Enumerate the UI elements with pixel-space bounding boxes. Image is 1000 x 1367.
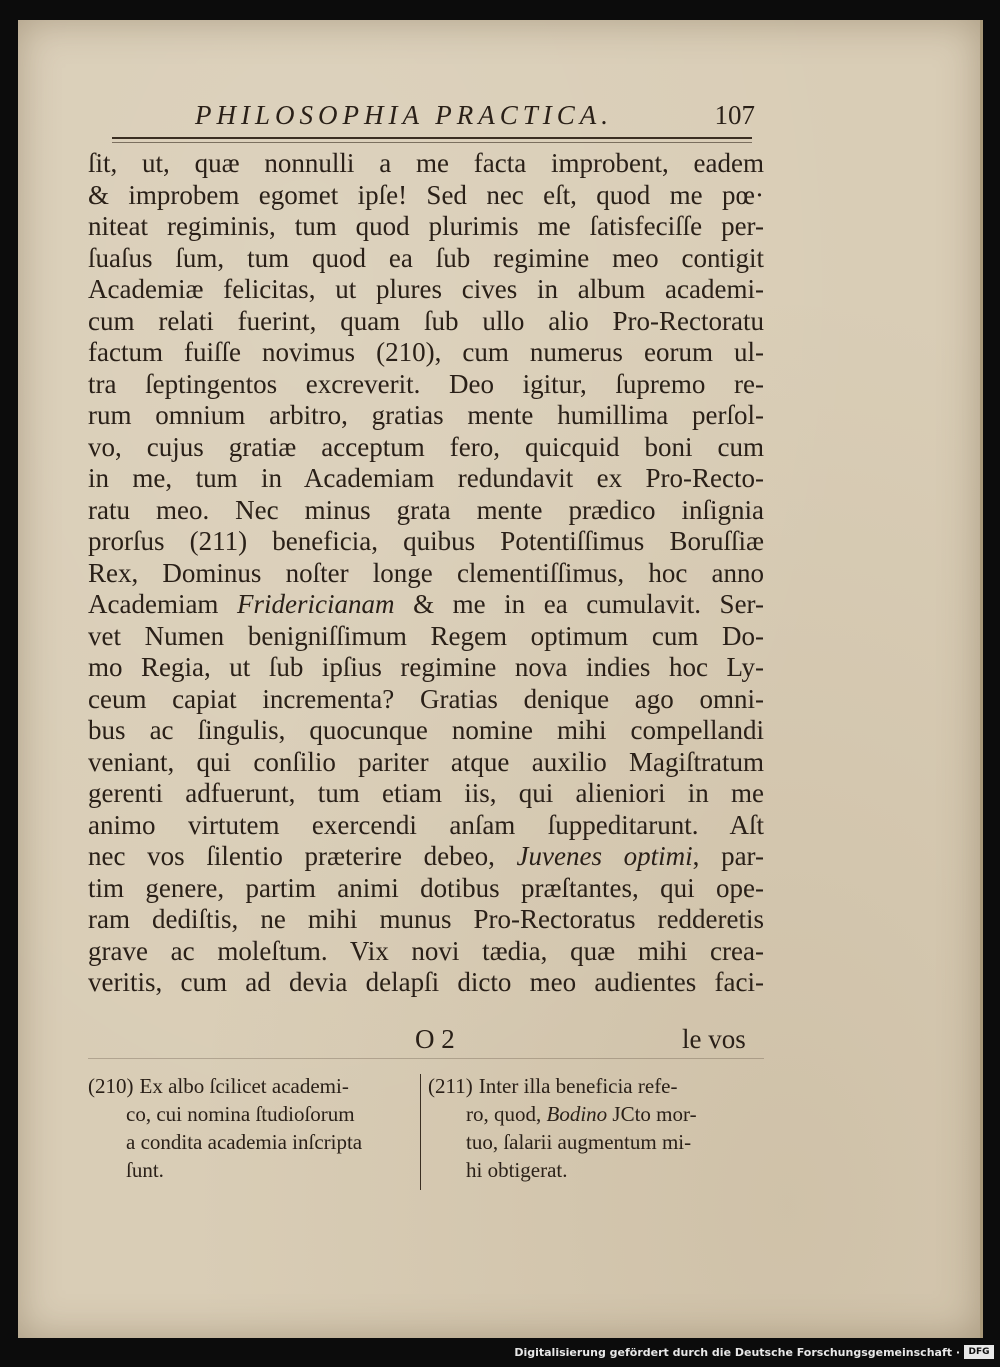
footnote-line (428, 1100, 764, 1128)
text-line: niteat regiminis, tum quod plurimis me ſatisfeciſſe per- (88, 211, 764, 241)
text-line-with-italic (88, 841, 764, 873)
footnote-line: hi obtigerat. (466, 1158, 568, 1182)
footnote-line (88, 1072, 418, 1100)
footnote-separator (88, 1058, 764, 1059)
text-segment: Academiam (88, 589, 238, 619)
page-number: 107 (714, 100, 755, 130)
text-line: mo Regia, ut ſub ipſius regimine nova indies hoc Ly- (88, 652, 764, 682)
footnote-line: a condita academia inſcripta (126, 1130, 363, 1154)
text-line: factum fuiſſe novimus (210), cum numerus eorum ul- (88, 337, 764, 367)
text-line: vo, cujus gratiæ acceptum fero, quicquid boni cum (88, 431, 764, 462)
dfg-logo: DFG (964, 1345, 994, 1359)
footnote-line: ſunt. (126, 1158, 164, 1182)
text-line: tra ſeptingentos excreverit. Deo igitur, ſupremo re- (88, 368, 764, 399)
footnote-line (428, 1072, 764, 1100)
text-line: Academiæ felicitas, ut plures cives in album academi- (88, 274, 764, 304)
text-line: veniant, qui conſilio pariter atque auxilio Magiſtratum (88, 746, 764, 777)
footnote-210 (88, 1072, 418, 1184)
text-line: prorſus (211) beneficia, quibus Potentiſſimus Boruſſiæ (88, 526, 764, 556)
text-line: & improbem egomet ipſe! Sed nec eſt, quod me pœ· (88, 179, 764, 210)
italic-term-bodino: Bodino (546, 1102, 608, 1126)
text-segment: , par- (692, 841, 764, 871)
footnote-211 (428, 1072, 764, 1184)
text-line: grave ac moleſtum. Vix novi tædia, quæ mihi crea- (88, 935, 764, 966)
text-line-with-italic (88, 589, 764, 621)
text-line: cum relati fuerint, quam ſub ullo alio Pro-Rectoratu (88, 305, 764, 336)
text-line: animo virtutem exercendi anſam ſuppeditarunt. Aſt (88, 809, 764, 840)
running-title: PHILOSOPHIA PRACTICA. (195, 100, 613, 130)
footnote-line: co, cui nomina ſtudioſorum (126, 1102, 355, 1126)
text-line: Rex, Dominus noſter longe clementiſſimus, hoc anno (88, 557, 764, 588)
footnote-column-divider (420, 1074, 421, 1190)
text-line: tim genere, partim animi dotibus præſtantes, qui ope- (88, 872, 764, 903)
text-segment: ro, quod, (466, 1102, 547, 1126)
text-line: ſuaſus ſum, tum quod ea ſub regimine meo contigit (88, 242, 764, 273)
catchword: le vos (682, 1024, 746, 1054)
text-line: ratu meo. Nec minus grata mente prædico inſignia (88, 494, 764, 525)
funding-notice: Digitalisierung gefördert durch die Deutsche Forschungsgemeinschaft · (514, 1346, 960, 1359)
text-segment: & me in ea cumulavit. Ser- (394, 589, 764, 619)
text-line: ceum capiat incrementa? Gratias denique ago omni- (88, 683, 764, 714)
text-segment: JCto mor- (607, 1102, 697, 1126)
main-text (88, 148, 764, 999)
text-line: vet Numen benigniſſimum Regem optimum cum Do- (88, 620, 764, 651)
text-line: rum omnium arbitro, gratias mente humillima perſol- (88, 400, 764, 430)
italic-term-fridericianam: Fridericianam (237, 589, 395, 619)
footnote-text: Inter illa beneficia refe- (478, 1074, 678, 1098)
text-line: bus ac ſingulis, quocunque nomine mihi compellandi (88, 715, 764, 745)
text-line: in me, tum in Academiam redundavit ex Pro-Recto- (88, 463, 764, 493)
header-rule-thin (112, 142, 752, 143)
text-segment: nec vos ſilentio præterire debeo, (88, 841, 517, 871)
footnote-line: tuo, ſalarii augmentum mi- (466, 1130, 692, 1154)
header-rule (112, 137, 752, 139)
running-head (195, 100, 755, 136)
text-line: ſit, ut, quæ nonnulli a me facta improbent, eadem (88, 148, 764, 178)
footnote-marker: (211) (428, 1074, 473, 1098)
text-line: gerenti adfuerunt, tum etiam iis, qui alieniori in me (88, 778, 764, 808)
signature-mark: O 2 (415, 1024, 455, 1054)
text-line: veritis, cum ad devia delapſi dicto meo audientes faci- (88, 967, 764, 997)
footnote-text: Ex albo ſcilicet academi- (139, 1074, 349, 1098)
italic-term-juvenes-optimi: Juvenes optimi (516, 841, 693, 871)
text-line: ram dediſtis, ne mihi munus Pro-Rectoratus redderetis (88, 904, 764, 934)
footnote-marker: (210) (88, 1074, 134, 1098)
